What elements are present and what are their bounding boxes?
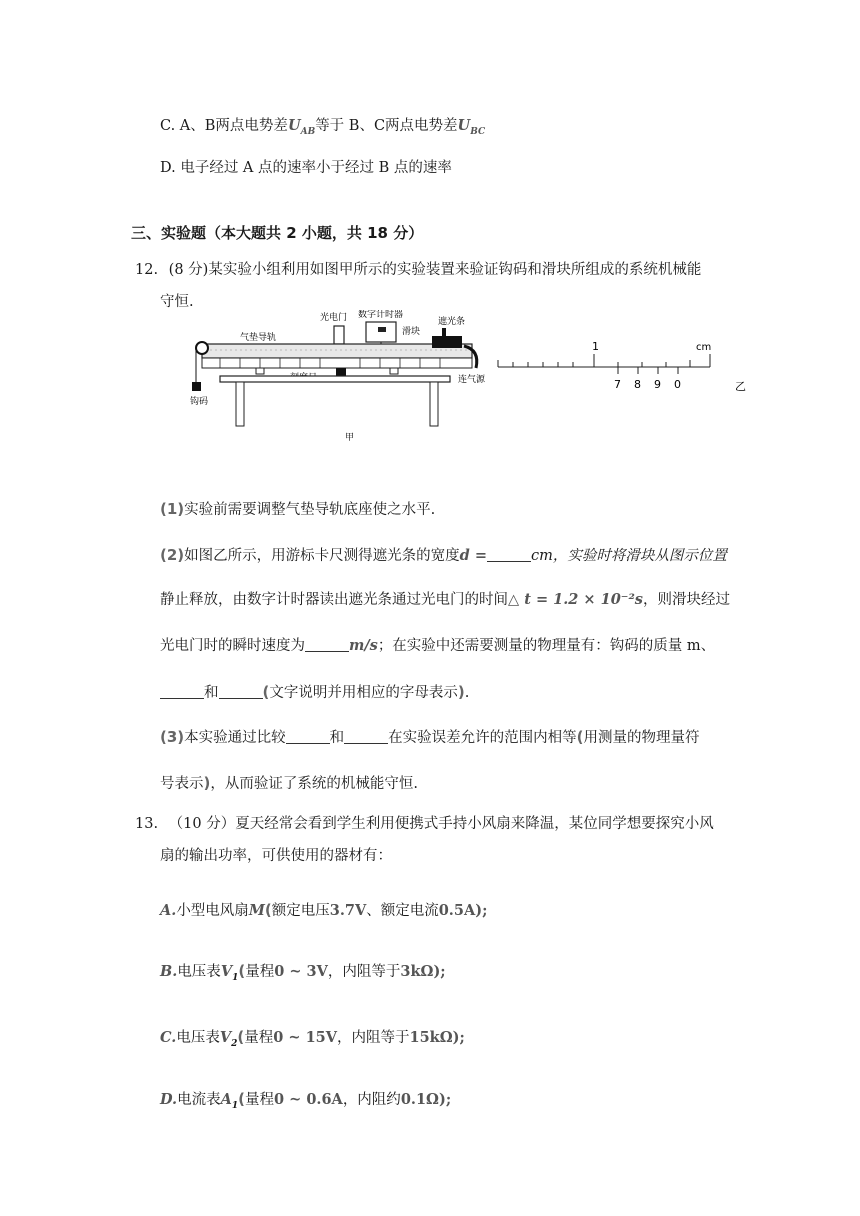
pulley: [196, 342, 208, 354]
label-jia: 甲: [345, 433, 355, 443]
q12-line2: 守恒.: [160, 294, 194, 310]
vernier-0: 0: [674, 378, 681, 391]
light-strip: [442, 328, 446, 338]
q12-part1: (1)实验前需要调整气垫导轨底座使之水平.: [160, 500, 436, 518]
q13-item-c: C.电压表$V_2$(量程0 ~ 15V，内阻等于15kΩ);: [160, 1028, 465, 1049]
caliper-unit: cm: [696, 342, 712, 353]
caliper-main-label: 1: [592, 340, 599, 353]
option-c-text1: A、B两点电势差: [179, 118, 288, 134]
vernier-caliper: [498, 354, 710, 374]
q13-line2: 扇的输出功率，可供使用的器材有：: [160, 848, 392, 864]
symbol-u-ab: $U_{AB}$: [287, 117, 316, 137]
q12-line1: 12. (8 分)某实验小组利用如图甲所示的实验装置来验证钩码和滑块所组成的系统机械能: [135, 262, 702, 278]
vernier-7: 7: [614, 378, 621, 391]
label-gate: 光电门: [320, 313, 348, 323]
experiment-figure: [180, 310, 760, 460]
air-track: [202, 344, 472, 358]
weight: [192, 382, 201, 391]
label-strip: 遮光条: [438, 317, 466, 327]
label-yi: 乙: [735, 380, 746, 393]
label-slider: 滑块: [402, 327, 421, 337]
q12-part3-line1: (3)本实验通过比较 和 在实验误差允许的范围内相等(用测量的物理量符: [160, 728, 700, 746]
section-title: 三、实验题（本大题共 2 小题，共 18 分）: [131, 224, 424, 242]
q13-item-d: D.电流表$A_1$(量程0 ~ 0.6A，内阻约0.1Ω);: [160, 1090, 452, 1111]
symbol-u-bc: $U_{BC}$: [457, 117, 486, 137]
q12-part2-line3: 光电门时的瞬时速度为 m/s；在实验中还需要测量的物理量有：钩码的质量 m、: [160, 637, 716, 654]
option-c: C. A、B两点电势差$U_{AB}$等于 B、C两点电势差$U_{BC}$: [160, 117, 486, 137]
q12-part2-line2: 静止释放，由数字计时器读出遮光条通过光电门的时间△ t = 1.2 × 10⁻²s，则滑块经过: [160, 591, 730, 608]
q12-part3-line2: 号表示)，从而验证了系统的机械能守恒.: [160, 774, 418, 792]
q13-item-a: A.小型电风扇M(额定电压3.7V、额定电流0.5A);: [160, 901, 488, 919]
label-track: 气垫导轨: [240, 333, 277, 343]
vernier-9: 9: [654, 378, 661, 391]
photogate: [334, 326, 344, 344]
table-top: [220, 376, 450, 382]
option-d: D. 电子经过 A 点的速率小于经过 B 点的速率: [160, 160, 452, 176]
q12-part2-line1: (2)如图乙所示，用游标卡尺测得遮光条的宽度d = cm，实验时将滑块从图示位置: [160, 546, 727, 564]
q12-part2-line4: 和 (文字说明并用相应的字母表示).: [160, 682, 469, 703]
label-air: 连气源: [458, 375, 486, 385]
vernier-8: 8: [634, 378, 641, 391]
label-timer: 数字计时器: [358, 310, 404, 320]
q13-item-b: B.电压表$V_1$(量程0 ~ 3V，内阻等于3kΩ);: [160, 962, 446, 983]
label-weight: 钩码: [190, 397, 209, 407]
slider: [432, 336, 462, 348]
q13-line1: 13. （10 分）夏天经常会看到学生利用便携式手持小风扇来降温，某位同学想要探究小风: [135, 816, 714, 832]
